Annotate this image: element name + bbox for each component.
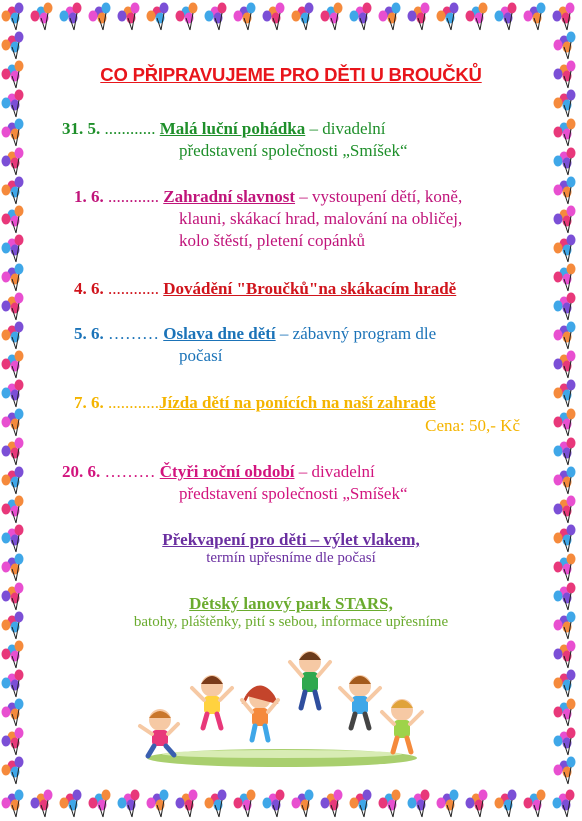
balloon-cluster-icon (554, 206, 576, 234)
balloon-cluster-icon (2, 670, 24, 698)
balloon-cluster-icon (2, 177, 24, 205)
balloon-cluster-icon (2, 612, 24, 640)
balloon-cluster-icon (2, 322, 24, 350)
balloon-cluster-icon (553, 3, 575, 31)
balloon-cluster-icon (31, 790, 53, 818)
event-dots: ............ (103, 393, 159, 412)
balloon-cluster-icon (263, 790, 285, 818)
page-title: CO PŘIPRAVUJEME PRO DĚTI U BROUČKŮ (100, 64, 482, 85)
kid-figure (382, 699, 422, 752)
balloon-cluster-icon (350, 3, 372, 31)
park-sub: batohy, pláštěnky, pití s sebou, informace upřesníme (133, 614, 449, 630)
balloon-cluster-icon (466, 3, 488, 31)
balloon-cluster-icon (205, 790, 227, 818)
balloon-cluster-icon (31, 3, 53, 31)
balloon-cluster-icon (554, 612, 576, 640)
balloon-cluster-icon (554, 32, 576, 60)
kid-figure (192, 675, 232, 728)
balloon-cluster-icon (2, 496, 24, 524)
balloon-cluster-icon (379, 3, 401, 31)
balloon-cluster-icon (292, 3, 314, 31)
balloon-cluster-icon (408, 790, 430, 818)
surprise-section (40, 530, 542, 567)
balloon-cluster-icon (2, 583, 24, 611)
balloon-cluster-icon (437, 3, 459, 31)
balloon-cluster-icon (554, 380, 576, 408)
balloon-cluster-icon (2, 467, 24, 495)
event-desc-line2: počasí (179, 346, 223, 365)
balloon-cluster-icon (553, 790, 575, 818)
kid-figure (290, 651, 330, 708)
event-7-6 (74, 392, 436, 414)
surprise-heading: Překvapení pro děti – výlet vlakem, (162, 530, 420, 549)
balloon-cluster-icon (350, 790, 372, 818)
event-desc-line2: představení společnosti „Smíšek“ (179, 484, 408, 503)
event-dots: ……… (103, 324, 164, 343)
balloon-cluster-icon (524, 790, 546, 818)
balloon-cluster-icon (554, 293, 576, 321)
event-desc: – vystoupení dětí, koně, (295, 187, 463, 206)
event-date: 20. 6. (62, 462, 101, 481)
event-name: Zahradní slavnost (163, 187, 296, 206)
event-name: Malá luční pohádka (159, 119, 306, 138)
balloon-cluster-icon (147, 3, 169, 31)
event-desc-line2: představení společnosti „Smíšek“ (179, 141, 408, 160)
event-dots: ............ (103, 279, 164, 298)
kid-figure (242, 687, 278, 740)
balloon-cluster-icon (2, 90, 24, 118)
event-4-6 (74, 278, 456, 300)
balloon-cluster-icon (554, 699, 576, 727)
balloon-cluster-icon (495, 3, 517, 31)
balloon-cluster-icon (554, 757, 576, 785)
balloon-cluster-icon (379, 790, 401, 818)
balloon-cluster-icon (554, 264, 576, 292)
event-dots: ……… (100, 462, 160, 481)
balloon-cluster-icon (2, 757, 24, 785)
balloon-cluster-icon (2, 119, 24, 147)
event-date: 5. 6. (74, 324, 104, 343)
balloon-cluster-icon (437, 790, 459, 818)
balloon-cluster-icon (2, 554, 24, 582)
balloon-cluster-icon (2, 235, 24, 263)
balloon-cluster-icon (2, 525, 24, 553)
balloon-cluster-icon (524, 3, 546, 31)
balloon-cluster-icon (2, 728, 24, 756)
balloon-cluster-icon (321, 3, 343, 31)
event-31-5 (62, 118, 408, 162)
balloon-cluster-icon (554, 322, 576, 350)
balloon-cluster-icon (176, 790, 198, 818)
event-name: Dovádění "Broučků"na skákacím hradě (163, 279, 457, 298)
event-desc: – divadelní (305, 119, 386, 138)
balloon-cluster-icon (2, 32, 24, 60)
event-name: Oslava dne dětí (163, 324, 276, 343)
event-name: Jízda dětí na ponících na naší zahradě (159, 393, 436, 412)
event-date: 4. 6. (74, 279, 104, 298)
balloon-cluster-icon (118, 3, 140, 31)
balloon-cluster-icon (292, 790, 314, 818)
balloon-cluster-icon (234, 790, 256, 818)
event-dots: ............ (100, 119, 160, 138)
balloon-cluster-icon (205, 3, 227, 31)
poster (40, 40, 542, 780)
balloon-cluster-icon (60, 790, 82, 818)
balloon-cluster-icon (176, 3, 198, 31)
balloon-cluster-icon (2, 293, 24, 321)
balloon-cluster-icon (554, 438, 576, 466)
balloon-cluster-icon (118, 790, 140, 818)
jumping-kids-illustration (132, 638, 432, 770)
balloon-cluster-icon (554, 148, 576, 176)
event-5-6 (74, 323, 436, 367)
balloon-cluster-icon (554, 554, 576, 582)
event-date: 31. 5. (62, 119, 101, 138)
balloon-cluster-icon (554, 61, 576, 89)
event-date: 7. 6. (74, 393, 104, 412)
event-desc-line3: kolo štěstí, pletení copánků (179, 231, 366, 250)
balloon-cluster-icon (2, 790, 24, 818)
balloon-cluster-icon (60, 3, 82, 31)
balloon-cluster-icon (2, 3, 24, 31)
balloon-cluster-icon (234, 3, 256, 31)
balloon-cluster-icon (554, 583, 576, 611)
balloon-cluster-icon (2, 264, 24, 292)
balloon-cluster-icon (495, 790, 517, 818)
event-20-6 (62, 461, 408, 505)
event-dots: ............ (103, 187, 164, 206)
balloon-cluster-icon (89, 3, 111, 31)
price-label: Cena: 50,- Kč (425, 416, 520, 435)
balloon-cluster-icon (554, 670, 576, 698)
event-desc: – zábavný program dle (275, 324, 437, 343)
event-date: 1. 6. (74, 187, 104, 206)
balloon-cluster-icon (408, 3, 430, 31)
kid-figure (140, 709, 178, 756)
event-1-6 (74, 186, 462, 252)
balloon-cluster-icon (554, 728, 576, 756)
balloon-cluster-icon (321, 790, 343, 818)
balloon-cluster-icon (554, 90, 576, 118)
balloon-cluster-icon (554, 177, 576, 205)
balloon-cluster-icon (2, 699, 24, 727)
balloon-cluster-icon (554, 525, 576, 553)
balloon-cluster-icon (554, 235, 576, 263)
balloon-cluster-icon (466, 790, 488, 818)
event-desc-line2: klauni, skákací hrad, malování na obličej, (179, 209, 463, 228)
balloon-cluster-icon (2, 206, 24, 234)
park-heading: Dětský lanový park STARS, (189, 594, 393, 613)
balloon-cluster-icon (554, 641, 576, 669)
balloon-cluster-icon (2, 409, 24, 437)
balloon-cluster-icon (2, 641, 24, 669)
balloon-cluster-icon (554, 467, 576, 495)
balloon-cluster-icon (2, 438, 24, 466)
balloon-cluster-icon (554, 351, 576, 379)
balloon-cluster-icon (2, 148, 24, 176)
surprise-sub: termín upřesníme dle počasí (206, 550, 376, 566)
balloon-cluster-icon (147, 790, 169, 818)
event-name: Čtyři roční období (159, 462, 295, 481)
balloon-cluster-icon (554, 409, 576, 437)
park-section (40, 594, 542, 631)
balloon-cluster-icon (89, 790, 111, 818)
balloon-cluster-icon (554, 119, 576, 147)
balloon-cluster-icon (2, 380, 24, 408)
kid-figure (340, 675, 380, 728)
balloon-cluster-icon (263, 3, 285, 31)
grass-highlight (162, 750, 402, 758)
balloon-cluster-icon (2, 61, 24, 89)
event-desc: – divadelní (294, 462, 375, 481)
balloon-cluster-icon (2, 351, 24, 379)
balloon-cluster-icon (554, 496, 576, 524)
